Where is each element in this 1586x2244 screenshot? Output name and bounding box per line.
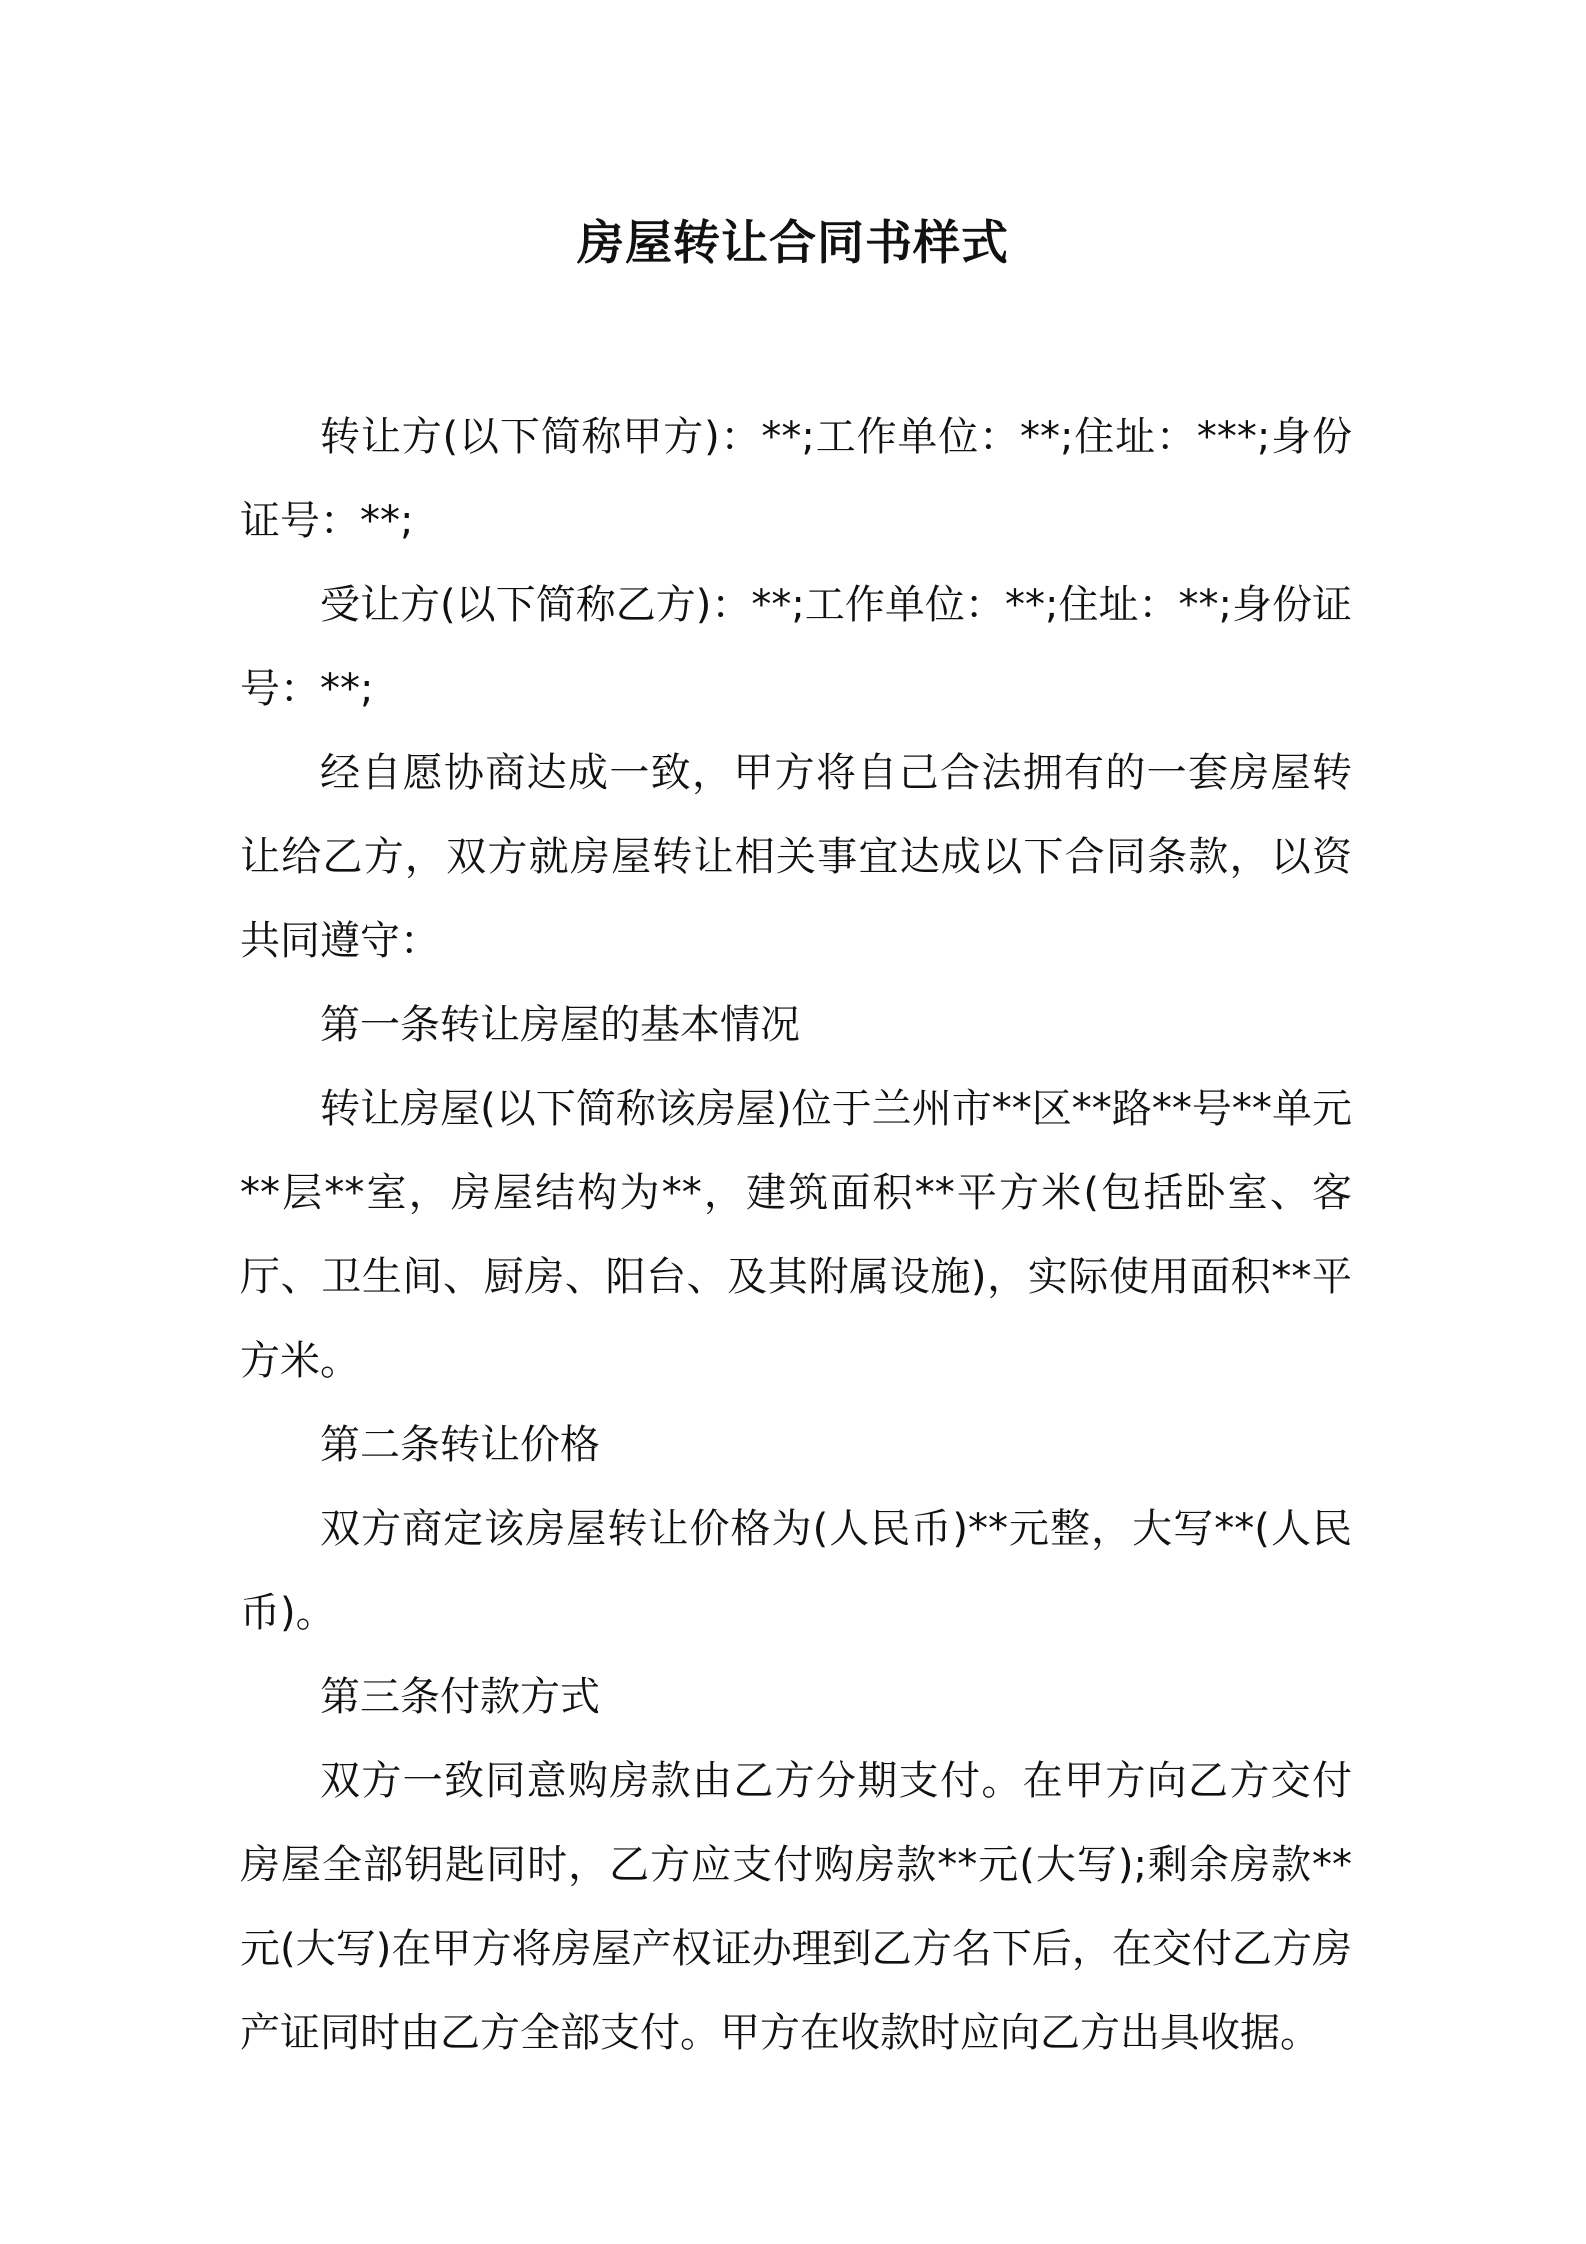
article-3-heading: 第三条付款方式 [320, 1674, 600, 1720]
article-2-text: 双方商定该房屋转让价格为(人民币)**元整，大写**(人民币)。 [240, 1506, 1352, 1636]
transferor-info: 转让方(以下简称甲方)：**;工作单位：**;住址：***;身份证号：**; [240, 414, 1352, 544]
transferee-info: 受让方(以下简称乙方)：**;工作单位：**;住址：**;身份证号：**; [240, 582, 1352, 712]
article-3-text: 双方一致同意购房款由乙方分期支付。在甲方向乙方交付房屋全部钥匙同时，乙方应支付购房款**元(大写);剩余房款**元(大写)在甲方将房屋产权证办理到乙方名下后，在交付乙方房产证同时由乙方全部支付。甲方在收款时应向乙方出具收据。 [240, 1758, 1352, 2056]
document-title: 房屋转让合同书样式 [577, 216, 1009, 271]
article-2-heading: 第二条转让价格 [320, 1422, 600, 1468]
document-body [240, 395, 1352, 2075]
agreement-preamble: 经自愿协商达成一致，甲方将自己合法拥有的一套房屋转让给乙方，双方就房屋转让相关事宜达成以下合同条款，以资共同遵守： [240, 750, 1352, 964]
article-1-heading: 第一条转让房屋的基本情况 [320, 1002, 800, 1048]
article-1-text: 转让房屋(以下简称该房屋)位于兰州市**区**路**号**单元**层**室，房屋结构为**，建筑面积**平方米(包括卧室、客厅、卫生间、厨房、阳台、及其附属设施)，实际使用面积**平方米。 [240, 1086, 1352, 1384]
